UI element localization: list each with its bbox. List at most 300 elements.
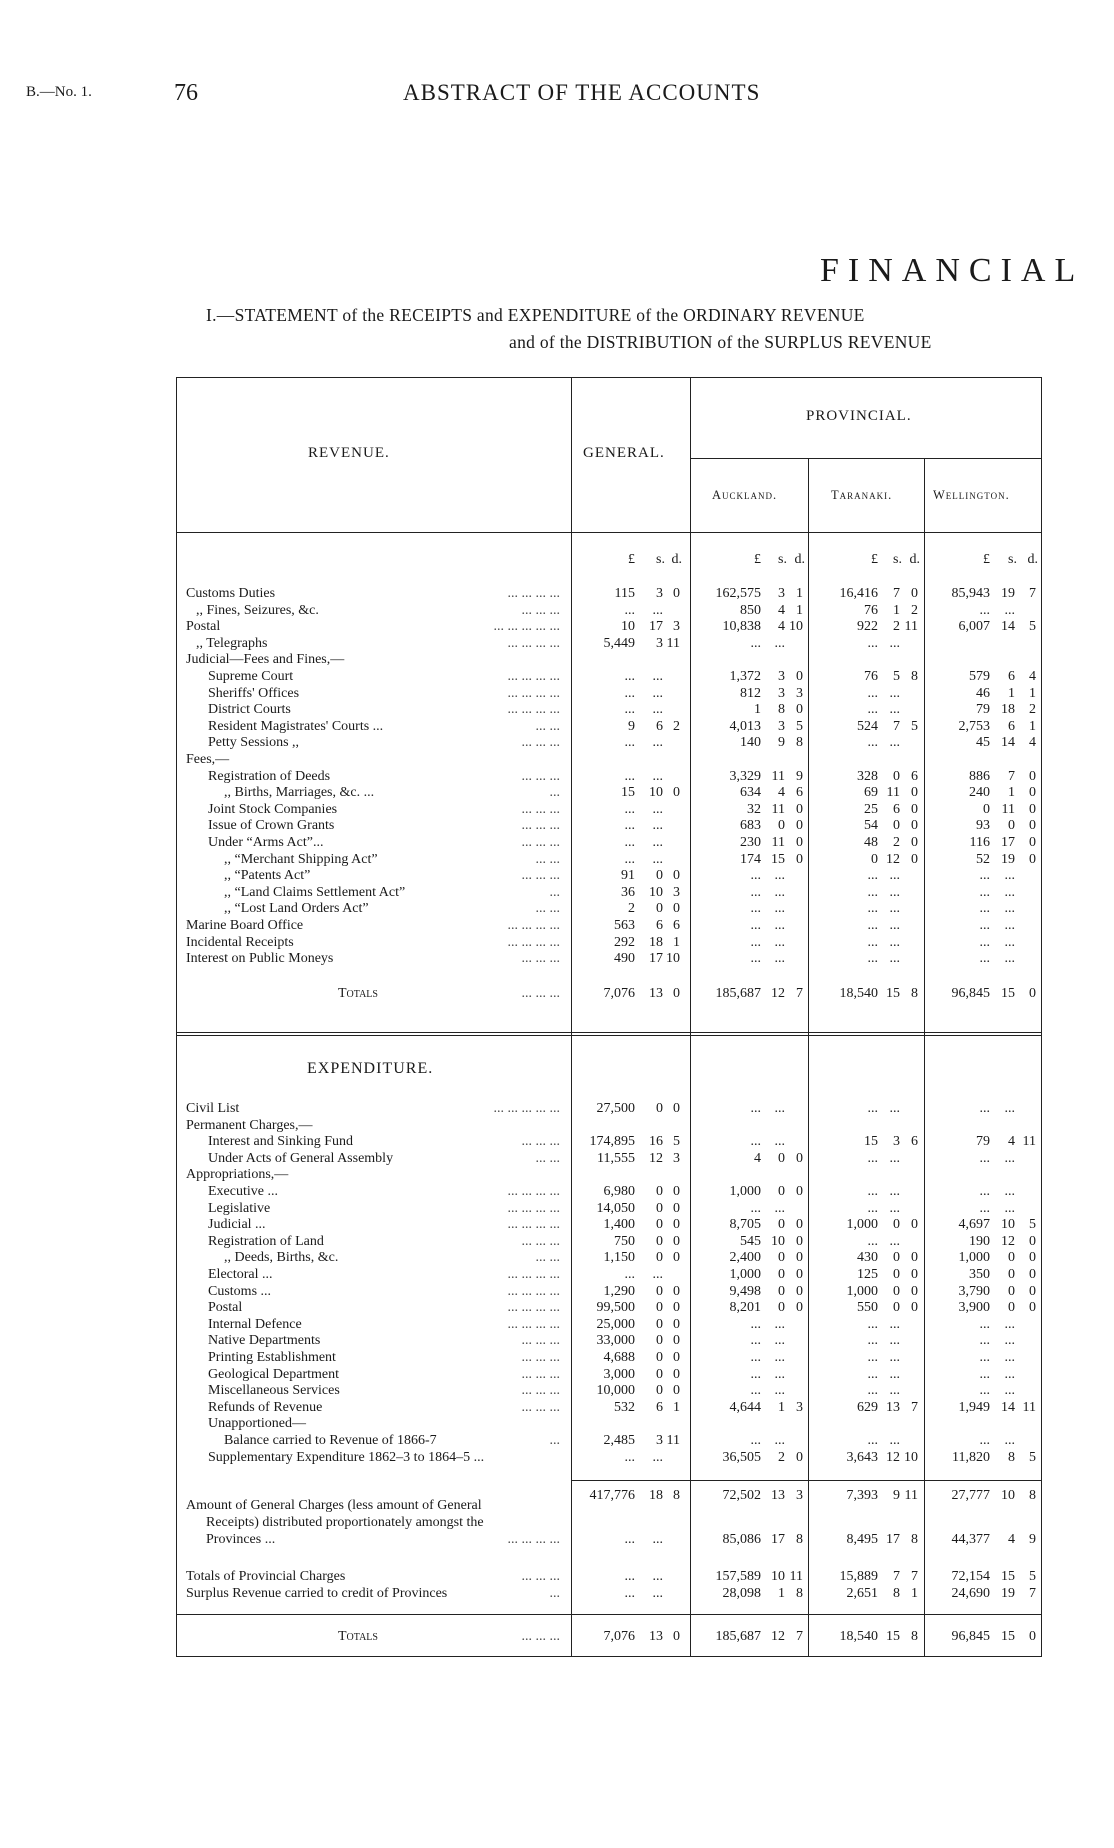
revenue-row [0,685,1114,702]
auckland-shillings: 13 [771,1488,785,1503]
statement-title-line2: and of the DISTRIBUTION of the SURPLUS REVENUE [509,332,932,352]
auckland-pounds: 634 [740,785,761,801]
auckland-pounds: 230 [740,835,761,850]
general-shillings: ... [652,1569,663,1584]
general-shillings: ... [652,1267,663,1282]
taranaki-pence: 1 [911,1586,918,1601]
expenditure-row [0,1449,1114,1466]
revenue-row [0,851,1114,868]
wellington-pence: 5 [1029,1569,1036,1584]
wellington-shillings: 11 [1001,801,1015,817]
taranaki-pence: 6 [911,768,918,784]
wellington-pounds: ... [979,1150,990,1166]
general-shillings: 0 [656,1366,663,1382]
auckland-shillings: 0 [778,1300,785,1316]
expenditure-row [0,1399,1114,1416]
leader-dots: ... ... ... ... [507,702,560,718]
wellington-pence: 9 [1029,1532,1036,1547]
taranaki-shillings: ... [889,635,900,651]
wellington-pence: 2 [1029,702,1036,718]
auckland-pounds: ... [750,1200,761,1216]
general-pounds: 7,076 [603,986,635,1001]
pence-header: d. [671,552,682,567]
auckland-shillings: 1 [778,1399,785,1415]
leader-dots: ... ... ... [521,602,560,618]
row-label: Issue of Crown Grants [208,818,335,834]
provincial-sub-rule [690,458,1041,459]
taranaki-pence: 11 [904,1488,918,1503]
wellington-pounds: ... [979,934,990,950]
auckland-pounds: ... [750,1433,761,1448]
wellington-pence: 0 [1029,1233,1036,1249]
taranaki-shillings: 0 [893,1217,900,1233]
leader-dots: ... ... ... [521,1629,560,1644]
wellington-pence: 1 [1029,685,1036,701]
revenue-row [0,884,1114,901]
general-shillings: 3 [656,635,663,651]
wellington-pounds: ... [979,1316,990,1332]
wellington-shillings: 15 [1001,986,1015,1001]
general-pounds: 14,050 [596,1200,635,1216]
row-label: Miscellaneous Services [208,1383,340,1399]
wellington-pence: 0 [1029,1283,1036,1299]
general-pounds: 1,290 [603,1283,635,1299]
taranaki-shillings: 13 [886,1399,900,1415]
leader-dots: ... ... ... [521,801,560,817]
taranaki-pounds: ... [867,1383,878,1399]
general-shillings: 0 [656,901,663,917]
general-shillings: ... [652,685,663,701]
leader-dots: ... ... ... [521,1333,560,1349]
shillings-header: s. [778,552,787,567]
taranaki-shillings: ... [889,685,900,701]
expenditure-row [0,1382,1114,1399]
header-bottom-rule [176,532,1042,533]
wellington-pence: 0 [1029,986,1036,1001]
row-label: Customs ... [208,1283,272,1299]
leader-dots: ... ... ... [521,735,560,751]
general-shillings: ... [652,735,663,751]
wellington-pounds: 96,845 [951,1629,990,1644]
row-label: Judicial ... [208,1217,266,1233]
wellington-pounds: 27,777 [951,1488,990,1503]
taranaki-shillings: ... [889,1200,900,1216]
general-shillings: 3 [656,1433,663,1448]
expenditure-row [0,1415,1114,1432]
expenditure-row [0,1200,1114,1217]
wellington-pounds: ... [979,868,990,884]
taranaki-pence: 8 [911,1629,918,1644]
wellington-shillings: ... [1004,1150,1015,1166]
wellington-pounds: ... [979,1433,990,1448]
revenue-row [0,668,1114,685]
auckland-shillings: 4 [778,602,785,618]
leader-dots: ... ... [535,718,560,734]
wellington-shillings: ... [1004,1433,1015,1448]
taranaki-shillings: ... [889,702,900,718]
row-label: Printing Establishment [208,1350,336,1365]
general-pounds: ... [624,735,635,751]
auckland-pounds: 812 [740,685,761,701]
general-shillings: 18 [649,934,663,950]
general-pence: 5 [673,1134,680,1150]
row-label: District Courts [208,702,291,718]
auckland-pounds: 3,329 [729,768,761,784]
auckland-shillings: ... [774,951,785,967]
provincial-row [0,1585,1114,1602]
auckland-pounds: 1 [754,702,761,718]
wellington-shillings: ... [1004,1366,1015,1382]
taranaki-pounds: 430 [857,1250,878,1266]
auckland-shillings: 0 [778,818,785,834]
auckland-pounds: 545 [740,1233,761,1249]
taranaki-pounds: ... [867,1233,878,1249]
taranaki-shillings: ... [889,1350,900,1365]
revenue-row [0,917,1114,934]
taranaki-pounds: ... [867,1101,878,1116]
leader-dots: ... ... ... ... [507,918,560,933]
general-pounds: ... [624,669,635,684]
auckland-shillings: 10 [771,1233,785,1249]
auckland-pence: 0 [796,818,803,834]
revenue-totals-row [0,985,1114,1002]
auckland-shillings: 4 [778,619,785,635]
general-pence: 3 [673,619,680,635]
auckland-shillings: ... [774,635,785,651]
taranaki-pounds: ... [867,1316,878,1332]
general-shillings: ... [652,602,663,618]
wellington-shillings: 4 [1008,1532,1015,1547]
taranaki-shillings: 5 [893,669,900,684]
expenditure-row [0,1133,1114,1150]
taranaki-pounds: 15 [864,1134,878,1150]
leader-dots: ... ... ... [521,1233,560,1249]
leader-dots: ... ... ... ... [507,1300,560,1316]
leader-dots: ... ... ... [521,835,560,850]
statement-title-line1: I.—STATEMENT of the RECEIPTS and EXPENDITURE of the ORDINARY REVENUE [206,305,865,325]
leader-dots: ... ... [535,1150,560,1166]
general-shillings: 6 [656,918,663,933]
taranaki-pounds: 18,540 [839,1629,878,1644]
general-shillings: 0 [656,1217,663,1233]
general-shillings: 0 [656,1184,663,1199]
general-shillings: ... [652,768,663,784]
auckland-shillings: 2 [778,1449,785,1465]
general-shillings: 10 [649,884,663,900]
general-pounds: 2,485 [603,1433,635,1448]
wellington-shillings: 0 [1008,1250,1015,1266]
taranaki-pounds: 76 [864,602,878,618]
auckland-shillings: ... [774,868,785,884]
general-shillings: 0 [656,1283,663,1299]
leader-dots: ... ... ... [521,951,560,967]
general-shillings: 12 [649,1150,663,1166]
auckland-shillings: 0 [778,1283,785,1299]
auckland-shillings: 0 [778,1250,785,1266]
general-shillings: ... [652,818,663,834]
wellington-pounds: 1,000 [958,1250,990,1266]
row-label: Under “Arms Act”... [208,835,324,850]
pounds-header: £ [628,552,635,567]
leader-dots: ... ... ... ... [507,586,560,601]
wellington-pounds: 45 [976,735,990,751]
wellington-shillings: ... [1004,1200,1015,1216]
revenue-row [0,867,1114,884]
taranaki-pounds: ... [867,868,878,884]
revenue-row [0,618,1114,635]
auckland-pence: 0 [796,1283,803,1299]
auckland-shillings: 17 [771,1532,785,1547]
taranaki-pence: 2 [911,602,918,618]
expenditure-row [0,1166,1114,1183]
pence-header: d. [1027,552,1038,567]
wellington-pence: 0 [1029,1250,1036,1266]
auckland-pounds: ... [750,1333,761,1349]
auckland-pounds: 32 [747,801,761,817]
general-shillings: ... [652,1532,663,1547]
taranaki-pence: 0 [911,851,918,867]
leader-dots: ... ... [535,901,560,917]
wellington-shillings: 12 [1001,1233,1015,1249]
general-pounds: 10 [621,619,635,635]
taranaki-shillings: ... [889,934,900,950]
general-charges-line1: Amount of General Charges (less amount of General [186,1498,482,1513]
auckland-shillings: 3 [778,718,785,734]
taranaki-shillings: 0 [893,768,900,784]
general-shillings: 0 [656,1316,663,1332]
taranaki-pence: 0 [911,586,918,601]
wellington-shillings: 10 [1001,1217,1015,1233]
auckland-shillings: 9 [778,735,785,751]
wellington-pounds: 190 [969,1233,990,1249]
taranaki-pounds: ... [867,735,878,751]
wellington-pence: 0 [1029,851,1036,867]
taranaki-pence: 7 [911,1399,918,1415]
row-label: ,, Deeds, Births, &c. [224,1250,339,1266]
general-pence: 11 [666,1433,680,1448]
general-shillings: 0 [656,1250,663,1266]
leader-dots: ... ... ... ... ... [493,1101,560,1116]
general-pounds: 5,449 [603,635,635,651]
wellington-pence: 0 [1029,785,1036,801]
auckland-pounds: ... [750,1134,761,1150]
revenue-row [0,718,1114,735]
taranaki-pence: 0 [911,1267,918,1282]
row-label: Appropriations,— [186,1167,289,1183]
taranaki-shillings: ... [889,901,900,917]
general-pounds: ... [624,602,635,618]
row-label: Interest and Sinking Fund [208,1134,354,1150]
general-pounds: 2 [628,901,635,917]
auckland-pence: 3 [796,685,803,701]
page-number: 76 [174,80,198,106]
row-label: Joint Stock Companies [208,801,338,817]
auckland-pence: 0 [796,1267,803,1282]
taranaki-shillings: 7 [893,718,900,734]
general-pence: 0 [673,1101,680,1116]
auckland-pounds: 185,687 [715,986,761,1001]
auckland-pence: 8 [796,735,803,751]
wellington-pounds: 79 [976,702,990,718]
general-pounds: 4,688 [603,1350,635,1365]
leader-dots: ... ... ... [521,986,560,1001]
auckland-shillings: 11 [771,801,785,817]
revenue-row [0,635,1114,652]
leader-dots: ... ... [535,851,560,867]
auckland-shillings: 11 [771,835,785,850]
taranaki-shillings: ... [889,1333,900,1349]
wellington-pounds: ... [979,918,990,933]
general-heading: GENERAL. [583,445,665,461]
wellington-shillings: ... [1004,602,1015,618]
taranaki-shillings: ... [889,868,900,884]
taranaki-shillings: ... [889,1433,900,1448]
auckland-pence: 0 [796,1184,803,1199]
taranaki-pence: 0 [911,801,918,817]
taranaki-pence: 0 [911,1217,918,1233]
row-label: Executive ... [208,1184,278,1199]
general-pence: 1 [673,1399,680,1415]
wellington-shillings: ... [1004,918,1015,933]
page-title: ABSTRACT OF THE ACCOUNTS [403,80,761,105]
auckland-pounds: 36,505 [722,1449,761,1465]
general-shillings: 13 [649,1629,663,1644]
general-pounds: 36 [621,884,635,900]
taranaki-pounds: ... [867,934,878,950]
auckland-shillings: 3 [778,669,785,684]
general-shillings: 0 [656,1200,663,1216]
taranaki-pounds: 48 [864,835,878,850]
wellington-shillings: 8 [1008,1449,1015,1465]
general-pounds: 6,980 [603,1184,635,1199]
leader-dots: ... ... ... [521,1350,560,1365]
taranaki-pounds: ... [867,1350,878,1365]
general-pence: 0 [673,868,680,884]
row-label: Incidental Receipts [186,934,294,950]
wellington-shillings: ... [1004,1101,1015,1116]
auckland-shillings: ... [774,1350,785,1365]
expenditure-row [0,1349,1114,1366]
wellington-pounds: 72,154 [951,1569,990,1584]
auckland-pence: 0 [796,669,803,684]
wellington-pence: 0 [1029,801,1036,817]
section-title: FINANCIAL [820,252,1085,289]
wellington-pounds: 52 [976,851,990,867]
general-shillings: ... [652,1449,663,1465]
auckland-shillings: ... [774,884,785,900]
general-pence: 8 [673,1488,680,1503]
auckland-shillings: 12 [771,1629,785,1644]
wellington-shillings: 0 [1008,1283,1015,1299]
provincial-heading: PROVINCIAL. [806,408,912,424]
expenditure-row [0,1283,1114,1300]
taranaki-pounds: 922 [857,619,878,635]
general-pounds: 91 [621,868,635,884]
taranaki-shillings: ... [889,884,900,900]
general-pence: 10 [666,951,680,967]
general-pounds: ... [624,685,635,701]
row-label: ,, “Merchant Shipping Act” [224,851,378,867]
auckland-pence: 0 [796,1233,803,1249]
wellington-pence: 11 [1022,1399,1036,1415]
auckland-pence: 3 [796,1488,803,1503]
auckland-shillings: 3 [778,685,785,701]
wellington-shillings: 10 [1001,1488,1015,1503]
revenue-row [0,934,1114,951]
wellington-shillings: 6 [1008,718,1015,734]
general-pounds: 563 [614,918,635,933]
row-label: Supplementary Expenditure 1862–3 to 1864–5 ... [208,1449,485,1465]
revenue-row [0,585,1114,602]
row-label: Judicial—Fees and Fines,— [186,652,345,668]
wellington-pounds: 1,949 [958,1399,990,1415]
general-pence: 2 [673,718,680,734]
general-shillings: ... [652,801,663,817]
expenditure-heading: EXPENDITURE. [307,1060,434,1077]
auckland-shillings: 8 [778,702,785,718]
auckland-pence: 0 [796,835,803,850]
taranaki-pence: 6 [911,1134,918,1150]
wellington-shillings: 0 [1008,1267,1015,1282]
auckland-pence: 0 [796,1150,803,1166]
general-pence: 1 [673,934,680,950]
leader-dots: ... ... ... ... [507,669,560,684]
auckland-shillings: 1 [778,1586,785,1601]
auckland-pence: 1 [796,586,803,601]
wellington-pence: 5 [1029,1217,1036,1233]
taranaki-shillings: ... [889,1184,900,1199]
taranaki-pounds: ... [867,635,878,651]
auckland-pounds: 8,705 [729,1217,761,1233]
wellington-pence: 5 [1029,619,1036,635]
subtotal-rule [571,1480,1041,1481]
wellington-pence: 0 [1029,1629,1036,1644]
auckland-pence: 0 [796,1250,803,1266]
wellington-pounds: 350 [969,1267,990,1282]
row-label: Internal Defence [208,1316,302,1332]
general-pounds: ... [624,835,635,850]
auckland-pence: 0 [796,851,803,867]
wellington-pounds: 79 [976,1134,990,1150]
general-pounds: ... [624,768,635,784]
auckland-pence: 7 [796,1629,803,1644]
taranaki-pence: 8 [911,986,918,1001]
auckland-pounds: 85,086 [722,1532,761,1547]
wellington-shillings: 18 [1001,702,1015,718]
general-pounds: 11,555 [597,1150,635,1166]
revenue-row [0,950,1114,967]
row-label: Native Departments [208,1333,321,1349]
taranaki-pounds: 0 [871,851,878,867]
auckland-shillings: 12 [771,986,785,1001]
auckland-shillings: ... [774,1366,785,1382]
auckland-pounds: 4,644 [729,1399,761,1415]
auckland-shillings: ... [774,901,785,917]
row-label: Resident Magistrates' Courts ... [208,718,384,734]
wellington-pounds: 240 [969,785,990,801]
auckland-pounds: ... [750,1350,761,1365]
auckland-pounds: ... [750,868,761,884]
leader-dots: ... ... ... [521,818,560,834]
taranaki-pounds: 15,889 [839,1569,878,1584]
general-shillings: 0 [656,1383,663,1399]
taranaki-shillings: ... [889,1383,900,1399]
taranaki-shillings: 1 [893,602,900,618]
taranaki-shillings: 12 [886,851,900,867]
auckland-shillings: 3 [778,586,785,601]
money-header-row [0,551,1114,568]
leader-dots: ... ... ... ... ... [493,619,560,635]
